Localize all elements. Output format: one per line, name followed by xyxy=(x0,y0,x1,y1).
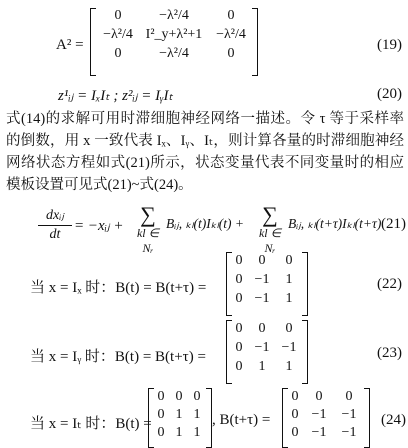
matrix-cell: I²_y+λ²+1 xyxy=(145,27,203,42)
eq22-matrix xyxy=(230,253,302,307)
matrix-cell: −1 xyxy=(281,340,297,355)
eq22-lhs: 当 x = Iₓ 时：B(t) = B(t+τ) = xyxy=(30,280,207,296)
eq24-bracket2-right xyxy=(364,388,370,448)
eq23-matrix xyxy=(230,321,302,375)
matrix-cell: 1 xyxy=(258,359,266,374)
matrix-cell: 1 xyxy=(175,407,183,422)
eq23-number: (23) xyxy=(377,345,402,361)
matrix-cell: 0 xyxy=(157,407,165,422)
matrix-cell: −1 xyxy=(341,425,357,440)
eq24-matrix1 xyxy=(152,389,206,441)
eq21-sum2 xyxy=(252,204,288,256)
matrix-cell: 0 xyxy=(285,253,293,268)
eq22-number: (22) xyxy=(377,276,402,292)
eq24-number: (24) xyxy=(381,412,406,428)
matrix-cell: 1 xyxy=(285,272,293,287)
eq19-lhs: A² = xyxy=(56,37,84,53)
eq22-bracket-right xyxy=(302,252,308,316)
matrix-cell: 0 xyxy=(315,389,323,404)
eq19-number: (19) xyxy=(377,37,402,53)
matrix-cell: 0 xyxy=(285,321,293,336)
matrix-cell: −λ²/4 xyxy=(159,8,189,23)
matrix-cell: 0 xyxy=(291,407,299,422)
matrix-cell: −λ²/4 xyxy=(159,46,189,61)
matrix-cell: −1 xyxy=(254,272,270,287)
eq20-number: (20) xyxy=(377,86,402,102)
matrix-cell: −1 xyxy=(311,407,327,422)
matrix-cell: 1 xyxy=(193,425,201,440)
matrix-cell: 0 xyxy=(235,340,243,355)
matrix-cell: 0 xyxy=(258,321,266,336)
eq21-sum2-sigma: ∑ xyxy=(262,202,278,227)
eq21-frac-line xyxy=(38,225,72,226)
eq24-mid: , B(t+τ) = xyxy=(212,412,271,428)
matrix-cell: −λ²/4 xyxy=(216,27,246,42)
matrix-cell: 0 xyxy=(227,8,235,23)
matrix-cell: 0 xyxy=(235,321,243,336)
matrix-cell: 0 xyxy=(235,291,243,306)
matrix-cell: 0 xyxy=(114,8,122,23)
eq24-lhs: 当 x = Iₜ 时：B(t) = xyxy=(30,416,152,432)
eq24-matrix2 xyxy=(286,389,364,441)
eq21-frac-num: dxᵢⱼ xyxy=(46,208,64,223)
eq19-bracket-left xyxy=(90,8,96,76)
matrix-cell: 1 xyxy=(175,425,183,440)
matrix-cell: 0 xyxy=(157,425,165,440)
eq19-matrix xyxy=(98,8,252,62)
eq21-part1: = −xᵢⱼ + xyxy=(74,218,124,234)
eq21-sum1-sigma: ∑ xyxy=(140,202,156,227)
matrix-cell: 1 xyxy=(285,359,293,374)
eq21-fraction xyxy=(38,207,72,243)
eq21-term2: Bᵢⱼ, ₖₗ(t+τ)Iₖₗ(t+τ) xyxy=(288,216,382,231)
eq19-bracket-right xyxy=(252,8,258,76)
eq21-sum1 xyxy=(130,204,166,256)
matrix-cell: 0 xyxy=(345,389,353,404)
eq23-lhs: 当 x = Iᵧ 时：B(t) = B(t+τ) = xyxy=(30,349,206,365)
matrix-cell: −λ²/4 xyxy=(103,27,133,42)
matrix-cell: 0 xyxy=(175,389,183,404)
matrix-cell: −1 xyxy=(254,340,270,355)
matrix-cell: 1 xyxy=(193,407,201,422)
eq23-bracket-right xyxy=(302,320,308,384)
matrix-cell: 0 xyxy=(291,389,299,404)
eq21-sum2-sub: kl ∈ Nᵣ xyxy=(258,226,282,255)
matrix-cell: 0 xyxy=(235,272,243,287)
eq21-term1: Bᵢⱼ, ₖₗ(t)Iₖₗ(t) + xyxy=(166,216,244,231)
matrix-cell: −1 xyxy=(254,291,270,306)
matrix-cell: 0 xyxy=(235,253,243,268)
eq20-text: z¹ᵢⱼ = IₓIₜ ; z²ᵢⱼ = IᵧIₜ xyxy=(58,88,173,104)
matrix-cell: −1 xyxy=(341,407,357,422)
matrix-cell: 1 xyxy=(285,291,293,306)
matrix-cell: 0 xyxy=(193,389,201,404)
eq21-sum1-sub: kl ∈ Nᵣ xyxy=(136,226,160,255)
matrix-cell: 0 xyxy=(291,425,299,440)
body-paragraph: 式(14)的求解可用时滞细胞神经网络一描述。令 τ 等于采样率的倒数，用 x 一致代表 Iₓ、Iᵧ、Iₜ，则计算各量的时滞细胞神经网络状态方程如式(21)所示，状态变量代表不同变量时的相应模板设置可见式(21)~式(24)。 xyxy=(6,111,404,193)
matrix-cell: 0 xyxy=(258,253,266,268)
eq21-number: (21) xyxy=(381,216,406,232)
matrix-cell: 0 xyxy=(235,359,243,374)
matrix-cell: −1 xyxy=(311,425,327,440)
eq21-frac-den: dt xyxy=(49,227,61,242)
matrix-cell: 0 xyxy=(227,46,235,61)
matrix-cell: 0 xyxy=(157,389,165,404)
matrix-cell: 0 xyxy=(114,46,122,61)
